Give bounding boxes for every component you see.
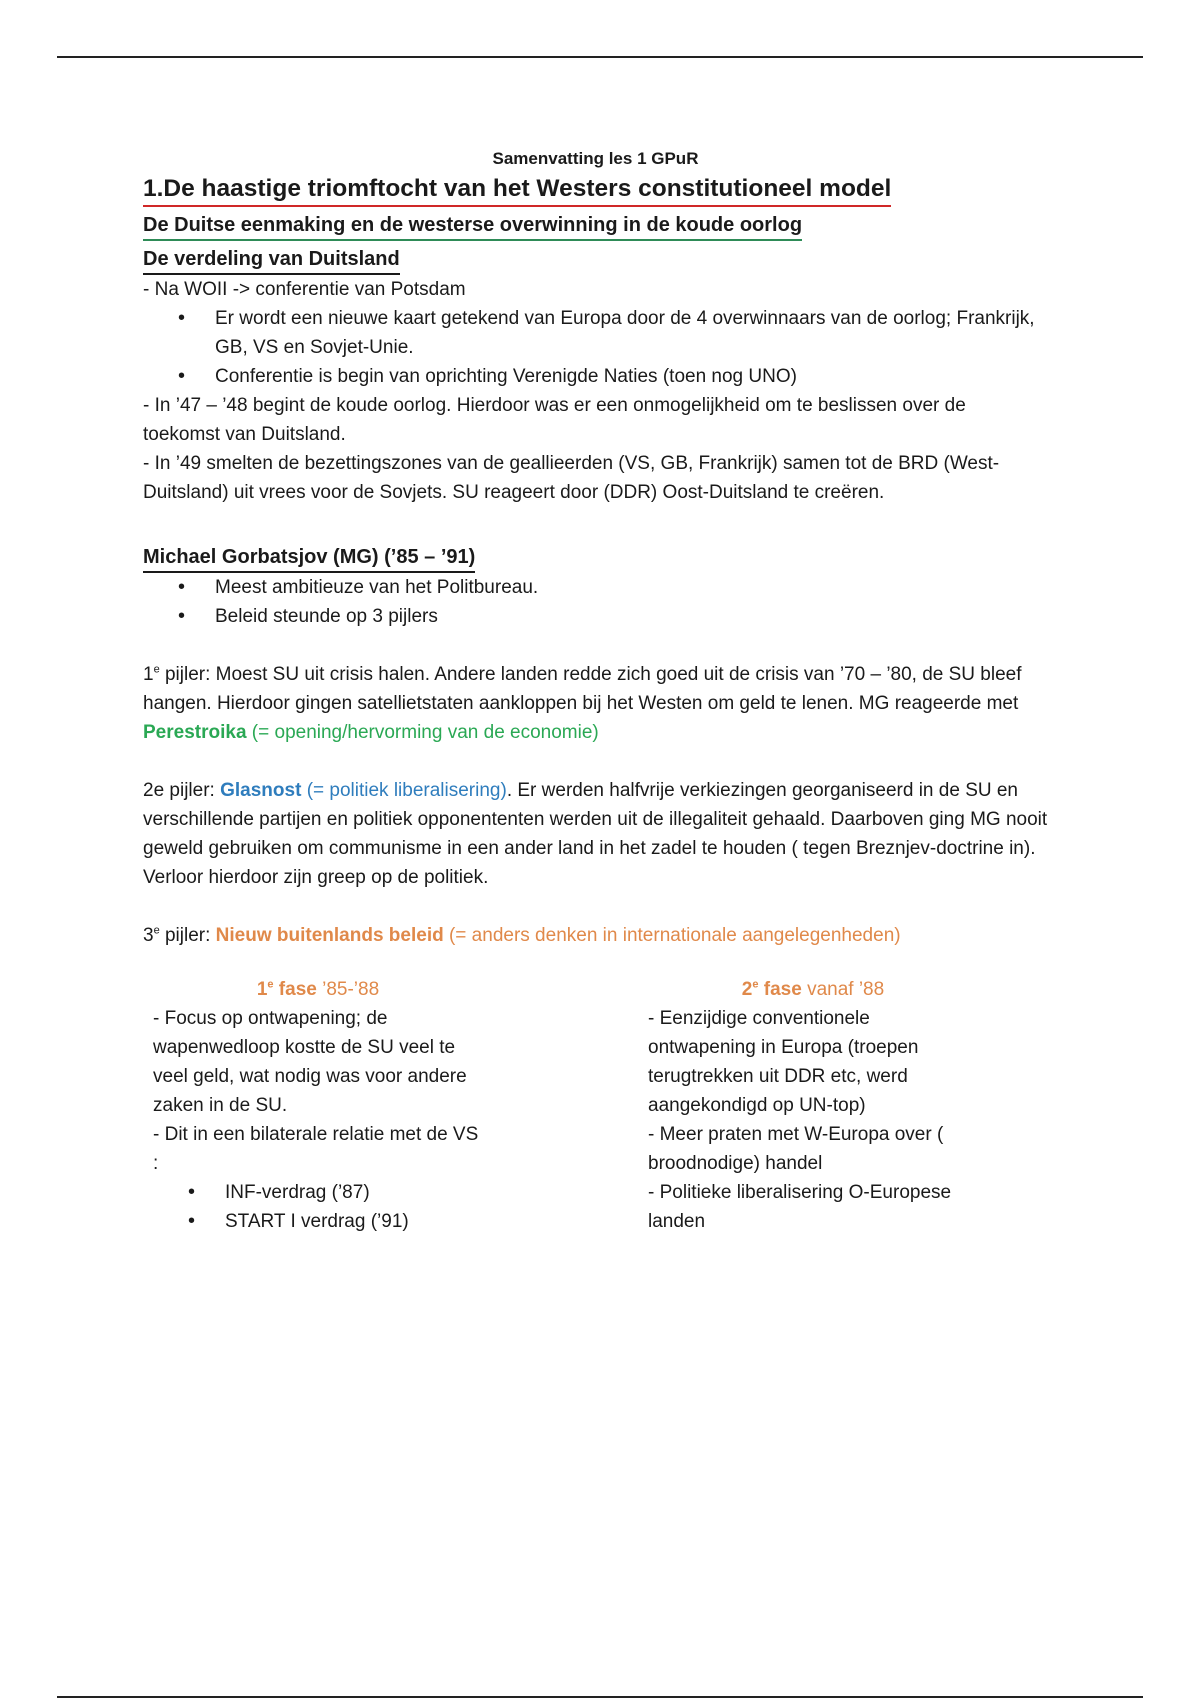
list-item: • Er wordt een nieuwe kaart getekend van Europa door de 4 overwinnaars van de oorlog; Frankrijk, GB, VS en Sovjet-Unie. [143,304,1048,362]
glasnost-definition: (= politiek liberalisering) [301,780,507,801]
bottom-rule [57,1696,1143,1698]
potsdam-bullets [143,304,1048,391]
heading4-wrap [143,539,1048,573]
buitenlands-beleid-definition: (= anders denken in internationale aangelegenheden) [443,925,901,946]
section-heading-gorbatsjov: Michael Gorbatsjov (MG) (’85 – ’91) [143,543,475,573]
heading2-wrap [143,207,1048,241]
list-item: • Meest ambitieuze van het Politbureau. [143,573,1048,602]
perestroika-definition: (= opening/hervorming van de economie) [246,722,599,743]
phase-2-line: - Politieke liberalisering O-Europese landen [648,1182,952,1232]
phase-2-line: - Eenzijdige conventionele ontwapening in Europa (troepen terugtrekken uit DDR etc, werd aangekondigd op UN-top) [648,1008,919,1116]
phase-1-line: - Dit in een bilaterale relatie met de VS : [153,1124,479,1174]
section-heading-verdeling: De verdeling van Duitsland [143,245,400,275]
treaty-list [153,1178,483,1236]
potsdam-line: - Na WOII -> conferentie van Potsdam [143,279,466,300]
phase-2-heading: 2e fase vanaf ’88 [741,978,885,1000]
phase-1-column [153,975,483,1236]
perestroika-term: Perestroika [143,722,247,743]
list-item: • START I verdrag (’91) [153,1207,483,1236]
brd-line: - In ’49 smelten de bezettingszones van de geallieerden (VS, GB, Frankrijk) samen tot de BRD (West-Duitsland) uit vrees voor de Sovjets. SU reageert door (DDR) Oost-Duitsland te creëren. [143,453,1000,503]
heading3-wrap [143,241,1048,275]
pillar-1: 1e pijler: Moest SU uit crisis halen. Andere landen redde zich goed uit de crisis van ’70 – ’80, de SU bleef hangen. Hierdoor gingen satellietstaten aankloppen bij het Westen om geld te lenen. MG reageerde met Perestroika (= opening/hervorming van de economie) [143,663,1022,743]
document-title: Samenvatting les 1 GPuR [492,149,699,168]
heading1-wrap [143,173,1048,207]
phase-1-line: - Focus op ontwapening; de wapenwedloop kostte de SU veel te veel geld, wat nodig was voor andere zaken in de SU. [153,1008,467,1116]
phase-2-column [648,975,978,1236]
phase-2-line: - Meer praten met W-Europa over ( broodnodige) handel [648,1124,944,1174]
gorbatsjov-bullets [143,573,1048,631]
document-body [143,140,1048,1255]
phase-1-heading: 1e fase ’85-’88 [256,978,380,1000]
list-item: • Beleid steunde op 3 pijlers [143,602,1048,631]
list-item: • Conferentie is begin van oprichting Verenigde Naties (toen nog UNO) [143,362,1048,391]
top-rule [57,56,1143,58]
pillar-3: 3e pijler: Nieuw buitenlands beleid (= anders denken in internationale aangelegenheden) [143,924,901,946]
cold-war-line: - In ’47 – ’48 begint de koude oorlog. Hierdoor was er een onmogelijkheid om te beslissen over de toekomst van Duitsland. [143,395,966,445]
list-item: • INF-verdrag (’87) [153,1178,483,1207]
glasnost-term: Glasnost [220,780,302,801]
heading-1: 1.De haastige triomftocht van het Westers constitutioneel model [143,173,891,207]
buitenlands-beleid-term: Nieuw buitenlands beleid [215,925,444,946]
heading-2: De Duitse eenmaking en de westerse overwinning in de koude oorlog [143,211,802,241]
pillar-2: 2e pijler: Glasnost (= politiek liberalisering). Er werden halfvrije verkiezingen georganiseerd in de SU en verschillende partijen en politiek opponententen werden uit de illegaliteit gehaald. Daarboven ging MG nooit geweld gebruiken om communisme in een ander land in het zadel te houden ( tegen Breznjev-doctrine in). Verloor hierdoor zijn greep op de politiek. [143,780,1048,888]
phase-columns [143,975,1048,1255]
